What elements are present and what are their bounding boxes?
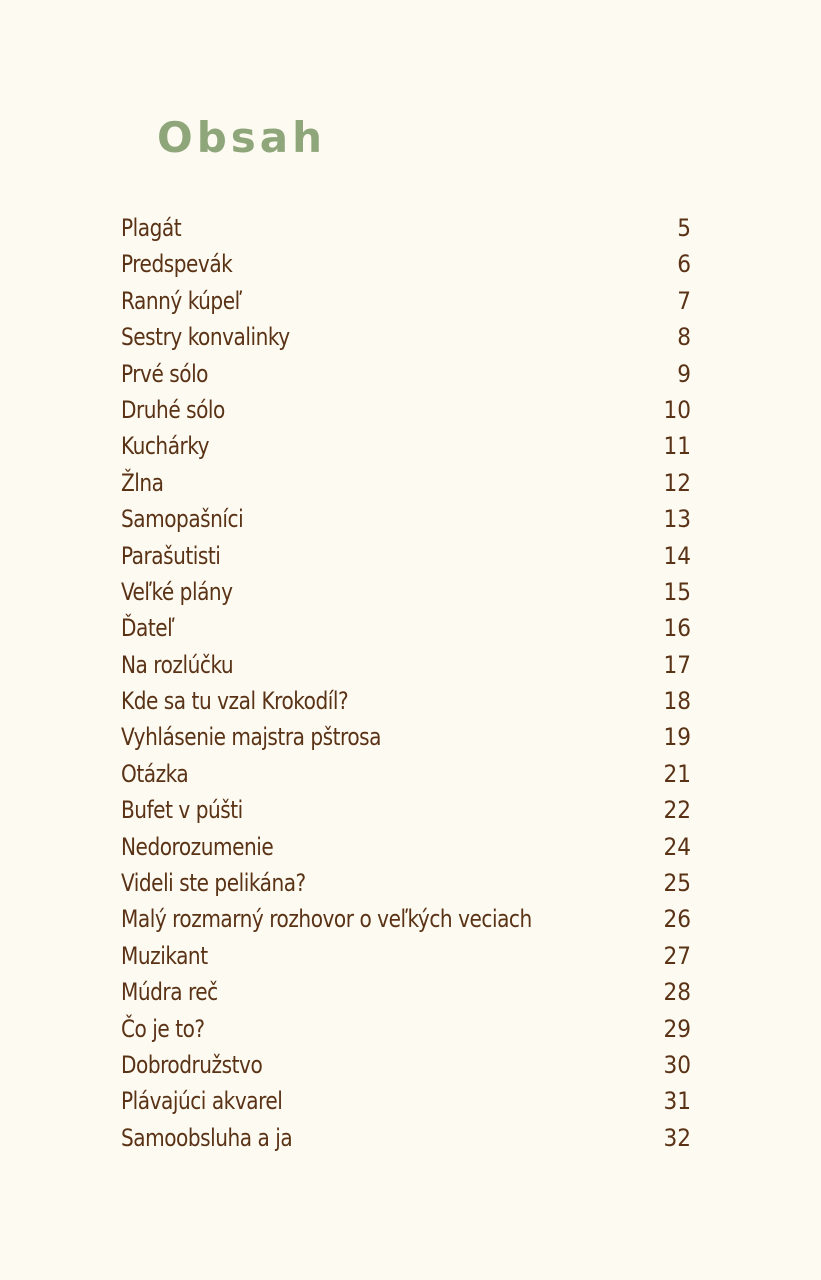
toc-entry-page-number: 16 xyxy=(663,614,691,643)
toc-entry-title: Na rozlúčku xyxy=(121,650,234,679)
toc-entry-page-number: 14 xyxy=(663,541,691,570)
toc-entry[interactable] xyxy=(121,1011,691,1047)
toc-entry-page-number: 9 xyxy=(677,359,691,388)
toc-entry[interactable] xyxy=(121,210,691,246)
toc-entry-page-number: 26 xyxy=(663,905,691,934)
toc-entry-title: Malý rozmarný rozhovor o veľkých veciach xyxy=(121,905,532,934)
toc-entry-title: Muzikant xyxy=(121,941,208,970)
toc-entry-title: Veľké plány xyxy=(121,577,233,606)
table-of-contents xyxy=(121,210,691,1156)
toc-entry[interactable] xyxy=(121,465,691,501)
toc-entry-title: Nedorozumenie xyxy=(121,832,274,861)
toc-entry-page-number: 17 xyxy=(663,650,691,679)
toc-entry-page-number: 24 xyxy=(663,832,691,861)
toc-entry-title: Dobrodružstvo xyxy=(121,1050,263,1079)
toc-entry[interactable] xyxy=(121,719,691,755)
toc-entry[interactable] xyxy=(121,356,691,392)
toc-entry-title: Ďateľ xyxy=(121,614,175,643)
toc-entry[interactable] xyxy=(121,283,691,319)
toc-entry-page-number: 13 xyxy=(663,505,691,534)
toc-entry-title: Otázka xyxy=(121,759,189,788)
toc-entry-page-number: 11 xyxy=(663,432,691,461)
toc-entry[interactable] xyxy=(121,756,691,792)
toc-entry-title: Druhé sólo xyxy=(121,395,225,424)
toc-entry[interactable] xyxy=(121,501,691,537)
toc-entry-page-number: 6 xyxy=(677,250,691,279)
toc-entry-page-number: 19 xyxy=(663,723,691,752)
toc-entry-page-number: 31 xyxy=(663,1087,691,1116)
toc-entry-title: Plávajúci akvarel xyxy=(121,1087,283,1116)
toc-entry-page-number: 18 xyxy=(663,687,691,716)
toc-entry[interactable] xyxy=(121,865,691,901)
toc-entry[interactable] xyxy=(121,574,691,610)
toc-entry[interactable] xyxy=(121,829,691,865)
toc-entry[interactable] xyxy=(121,974,691,1010)
toc-entry-page-number: 32 xyxy=(663,1123,691,1152)
toc-entry-page-number: 28 xyxy=(663,978,691,1007)
toc-entry[interactable] xyxy=(121,792,691,828)
toc-entry-title: Bufet v púšti xyxy=(121,796,243,825)
toc-entry-page-number: 29 xyxy=(663,1014,691,1043)
toc-entry-page-number: 10 xyxy=(663,395,691,424)
toc-entry-title: Žlna xyxy=(121,468,164,497)
toc-entry[interactable] xyxy=(121,647,691,683)
toc-entry[interactable] xyxy=(121,538,691,574)
toc-entry-page-number: 21 xyxy=(663,759,691,788)
toc-entry[interactable] xyxy=(121,246,691,282)
toc-entry-title: Ranný kúpeľ xyxy=(121,286,242,315)
toc-entry[interactable] xyxy=(121,1083,691,1119)
toc-entry-title: Čo je to? xyxy=(121,1014,205,1043)
toc-entry-title: Kde sa tu vzal Krokodíl? xyxy=(121,687,349,716)
toc-entry[interactable] xyxy=(121,683,691,719)
toc-entry-title: Videli ste pelikána? xyxy=(121,869,306,898)
toc-entry-title: Parašutisti xyxy=(121,541,221,570)
toc-entry[interactable] xyxy=(121,392,691,428)
toc-entry-page-number: 7 xyxy=(677,286,691,315)
toc-entry[interactable] xyxy=(121,319,691,355)
toc-entry-page-number: 15 xyxy=(663,577,691,606)
toc-entry-title: Predspevák xyxy=(121,250,233,279)
page-title: Obsah xyxy=(157,113,327,162)
toc-entry[interactable] xyxy=(121,1120,691,1156)
toc-entry-title: Múdra reč xyxy=(121,978,218,1007)
toc-entry-title: Samoobsluha a ja xyxy=(121,1123,293,1152)
toc-entry-title: Prvé sólo xyxy=(121,359,209,388)
toc-entry-page-number: 22 xyxy=(663,796,691,825)
toc-entry-page-number: 30 xyxy=(663,1050,691,1079)
toc-entry-page-number: 12 xyxy=(663,468,691,497)
toc-entry[interactable] xyxy=(121,1047,691,1083)
toc-entry-title: Kuchárky xyxy=(121,432,210,461)
toc-entry-title: Samopašníci xyxy=(121,505,244,534)
toc-entry-title: Vyhlásenie majstra pštrosa xyxy=(121,723,382,752)
toc-entry-page-number: 27 xyxy=(663,941,691,970)
toc-entry-title: Plagát xyxy=(121,214,182,242)
toc-entry[interactable] xyxy=(121,938,691,974)
toc-entry[interactable] xyxy=(121,428,691,464)
toc-entry[interactable] xyxy=(121,901,691,937)
toc-entry-page-number: 25 xyxy=(663,869,691,898)
toc-entry[interactable] xyxy=(121,610,691,646)
toc-entry-title: Sestry konvalinky xyxy=(121,323,290,352)
toc-entry-page-number: 8 xyxy=(677,323,691,352)
toc-entry-page-number: 5 xyxy=(677,214,691,242)
